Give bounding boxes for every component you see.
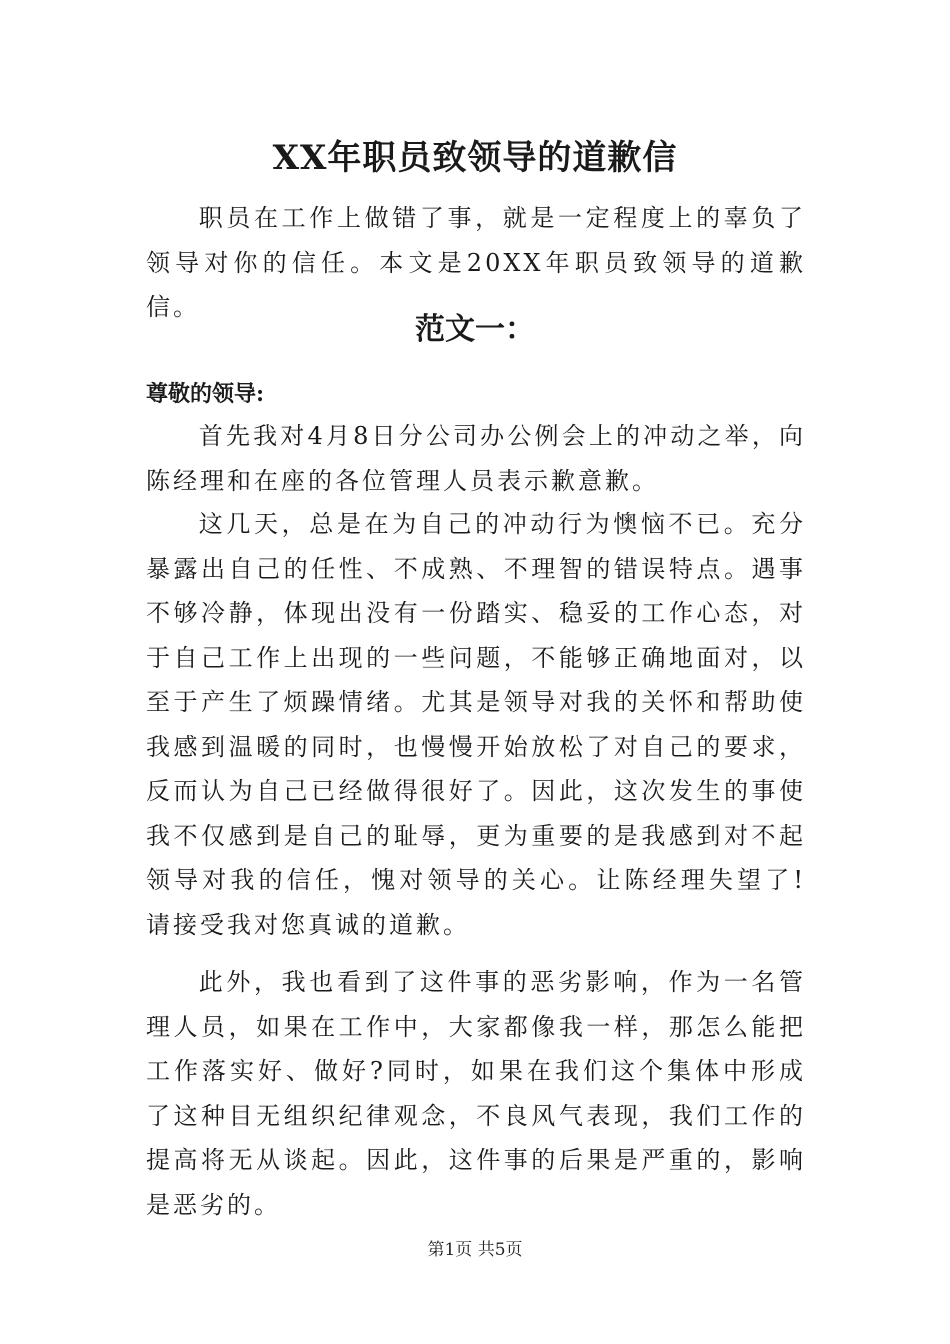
body-paragraph-3: 此外，我也看到了这件事的恶劣影响，作为一名管理人员，如果在工作中，大家都像我一样，那怎么能把工作落实好、做好?同时，如果在我们这个集体中形成了这种目无组织纪律观念，不良风气表现，我们工作的提高将无从谈起。因此，这件事的后果是严重的，影响是恶劣的。 [146, 968, 806, 1219]
body-paragraph-2: 这几天，总是在为自己的冲动行为懊恼不已。充分暴露出自己的任性、不成熟、不理智的错误特点。遇事不够冷静，体现出没有一份踏实、稳妥的工作心态，对于自己工作上出现的一些问题，不能够正确地面对，以至于产生了烦躁情绪。尤其是领导对我的关怀和帮助使我感到温暖的同时，也慢慢开始放松了对自己的要求，反而认为自己已经做得很好了。因此，这次发生的事使我不仅感到是自己的耻辱，更为重要的是我感到对不起领导对我的信任，愧对领导的关心。让陈经理失望了!请接受我对您真诚的道歉。 [146, 510, 806, 939]
intro-paragraph: 职员在工作上做错了事，就是一定程度上的辜负了领导对你的信任。本文是20XX年职员致领导的道歉信。 [146, 204, 806, 321]
salutation: 尊敬的领导: [146, 381, 265, 407]
page-footer: 第1页 共5页 [427, 1240, 523, 1260]
body-paragraph-1: 首先我对4月8日分公司办公例会上的冲动之举，向陈经理和在座的各位管理人员表示歉意歉。 [146, 422, 806, 495]
section-heading: 范文一： [415, 312, 535, 347]
document-title: XX年职员致领导的道歉信 [272, 138, 678, 178]
